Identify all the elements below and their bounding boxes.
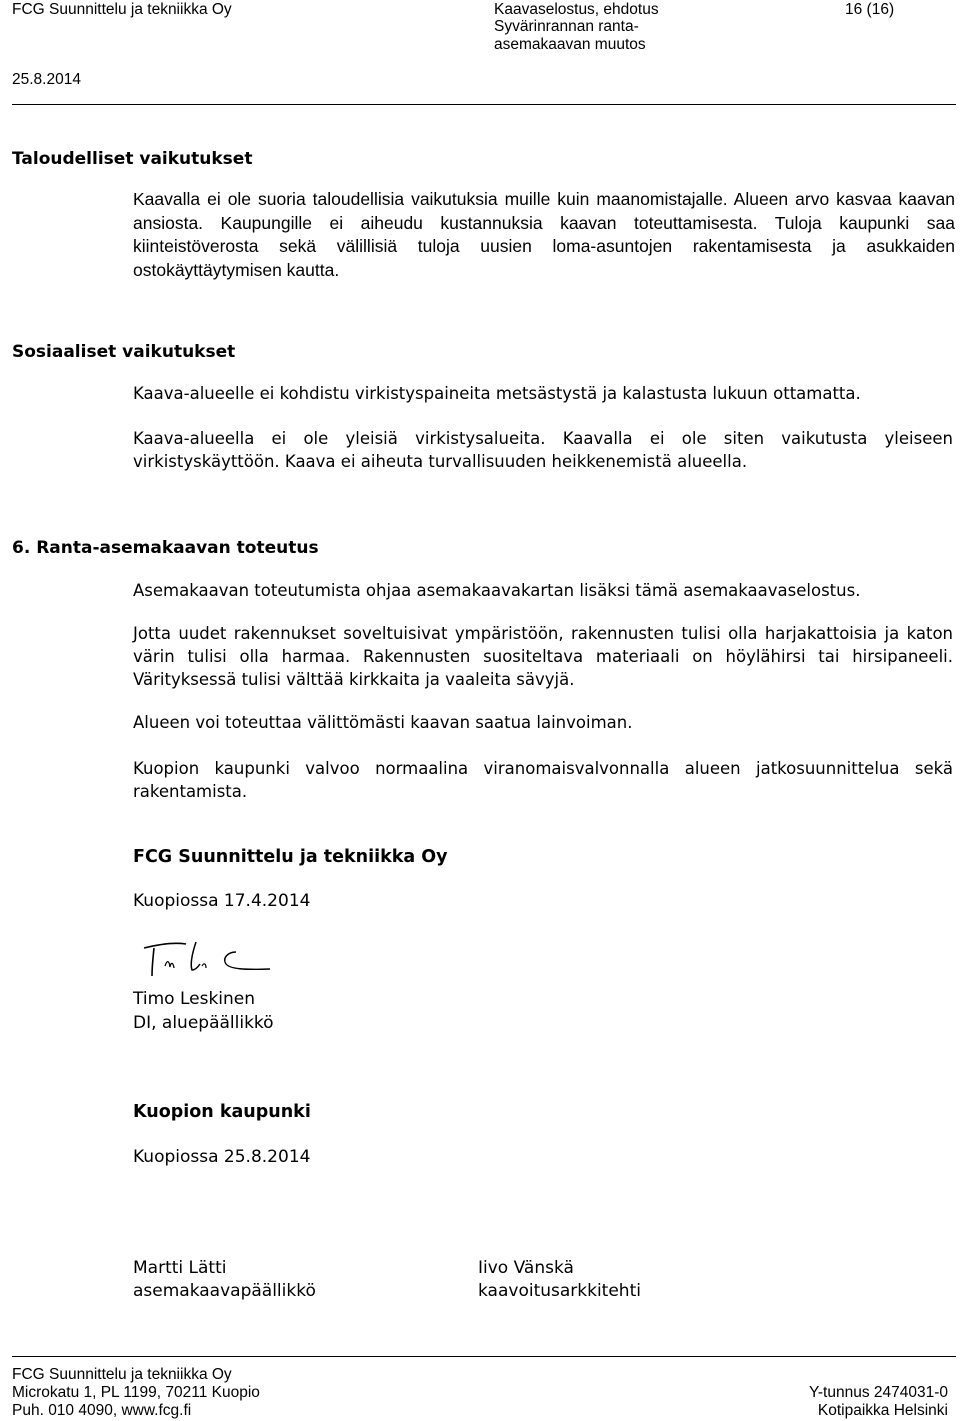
- header-page-number: 16 (16): [845, 1, 895, 18]
- signer-3-title: kaavoitusarkkitehti: [478, 1281, 641, 1301]
- footer-domicile: Kotipaikka Helsinki: [817, 1402, 948, 1419]
- footer-contact: Puh. 010 4090, www.fcg.fi: [12, 1402, 192, 1419]
- social-paragraph-2: Kaava-alueella ei ole yleisiä virkistysalueita. Kaavalla ei ole siten vaikutusta yleiseen virkistyskäyttöön. Kaava ei aiheuta turvallisuuden heikkenemistä alueella.: [133, 429, 953, 471]
- section-heading-implementation: 6. Ranta-asemakaavan toteutus: [12, 538, 319, 558]
- signature-org-1: FCG Suunnittelu ja tekniikka Oy: [133, 847, 448, 867]
- signer-2-title: asemakaavapäällikkö: [133, 1281, 316, 1301]
- handwritten-signature: [140, 936, 280, 982]
- signer-1-name: Timo Leskinen: [133, 989, 256, 1009]
- footer-company: FCG Suunnittelu ja tekniikka Oy: [12, 1366, 232, 1383]
- implementation-paragraph-2: Jotta uudet rakennukset soveltuisivat ympäristöön, rakennusten tulisi olla harjakattoisia ja katon värin tulisi olla harmaa. Rakennusten suositeltava materiaali on höylähirsi tai hirsipaneeli. Värityksessä tulisi välttää kirkkaita ja vaaleita sävyjä.: [133, 624, 953, 689]
- economic-paragraph: Kaavalla ei ole suoria taloudellisia vaikutuksia muille kuin maanomistajalle. Alueen arvo kasvaa kaavan ansiosta. Kaupungille ei aiheudu kustannuksia kaavan toteuttamisesta. Tuloja kaupunki saa kiinteistöverosta sekä välillisiä tuloja uusien loma-asuntojen rakentamisesta ja asukkaiden ostokäyttäytymisen kautta.: [133, 189, 955, 280]
- signer-2-name: Martti Lätti: [133, 1258, 227, 1278]
- header-company: FCG Suunnittelu ja tekniikka Oy: [12, 1, 232, 18]
- footer-address: Microkatu 1, PL 1199, 70211 Kuopio: [12, 1384, 260, 1401]
- implementation-paragraph-3: Alueen voi toteuttaa välittömästi kaavan saatua lainvoiman.: [133, 713, 633, 732]
- signer-1-title: DI, aluepäällikkö: [133, 1013, 274, 1033]
- header-doc-title-2: asemakaavan muutos: [494, 36, 646, 53]
- social-paragraph-1: Kaava-alueelle ei kohdistu virkistyspaineita metsästystä ja kalastusta lukuun ottamatta.: [133, 384, 861, 403]
- section-heading-economic: Taloudelliset vaikutukset: [12, 149, 253, 169]
- section-heading-social: Sosiaaliset vaikutukset: [12, 342, 236, 362]
- header-doc-type: Kaavaselostus, ehdotus: [494, 1, 659, 18]
- header-date: 25.8.2014: [12, 71, 81, 88]
- implementation-paragraph-1: Asemakaavan toteutumista ohjaa asemakaavakartan lisäksi tämä asemakaavaselostus.: [133, 581, 861, 600]
- header-doc-title-1: Syvärinrannan ranta-: [494, 18, 639, 35]
- signature-place-date-1: Kuopiossa 17.4.2014: [133, 891, 311, 911]
- footer-business-id: Y-tunnus 2474031-0: [808, 1384, 948, 1401]
- signature-org-2: Kuopion kaupunki: [133, 1102, 311, 1122]
- signature-place-date-2: Kuopiossa 25.8.2014: [133, 1147, 311, 1167]
- footer-rule: [12, 1356, 956, 1357]
- implementation-paragraph-4: Kuopion kaupunki valvoo normaalina viranomaisvalvonnalla alueen jatkosuunnittelua sekä rakentamista.: [133, 759, 953, 801]
- signer-3-name: Iivo Vänskä: [478, 1258, 574, 1278]
- header-rule: [12, 104, 956, 105]
